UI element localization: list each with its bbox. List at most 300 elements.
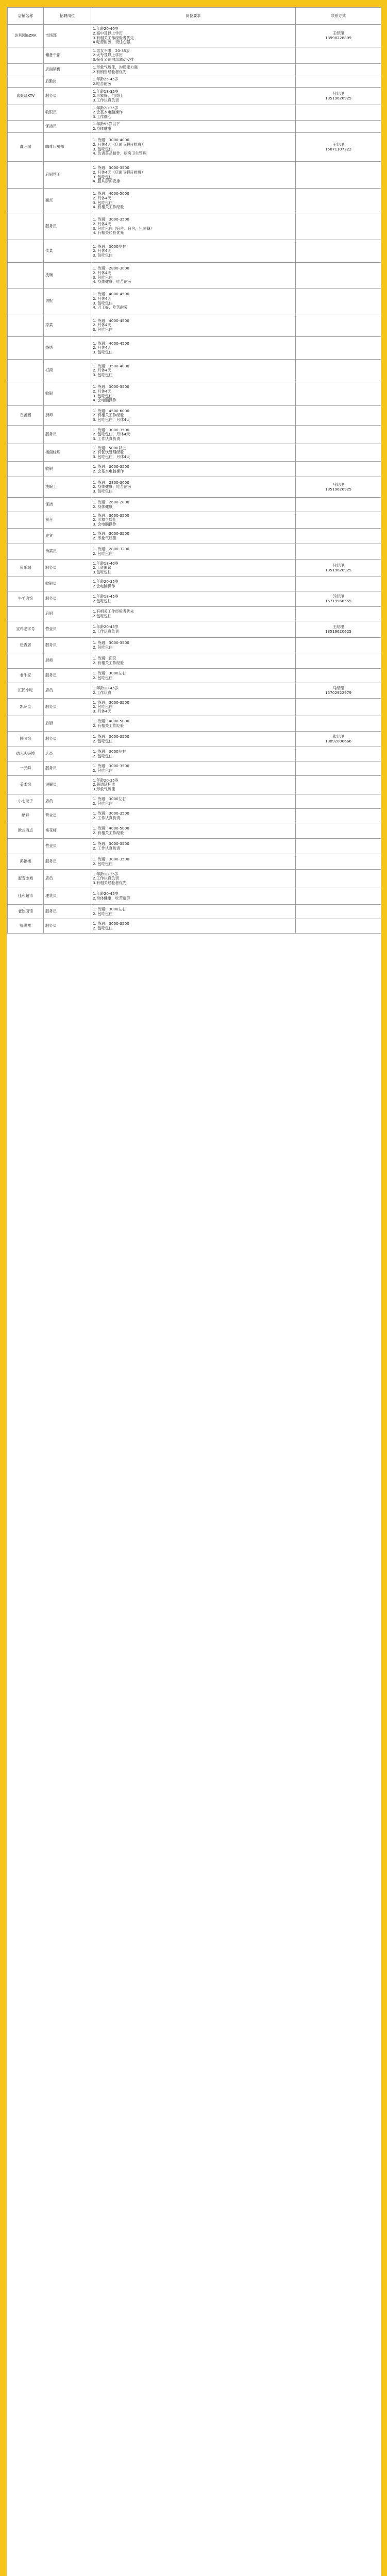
store-name-cell	[8, 360, 44, 382]
table-row	[8, 462, 381, 477]
table-row	[8, 64, 381, 76]
table-row	[8, 133, 381, 162]
requirements-cell	[91, 854, 296, 870]
store-name-cell	[8, 653, 44, 669]
position-cell: 营业员	[44, 809, 91, 823]
store-name-cell: 喜聚@KTV	[8, 88, 44, 105]
requirements-cell	[91, 823, 296, 839]
requirements-cell	[91, 133, 296, 162]
store-name-cell	[8, 240, 44, 263]
requirements-cell	[91, 591, 296, 607]
contact-phone: 13519626925	[325, 486, 352, 492]
store-name-cell: 烩香居	[8, 638, 44, 653]
requirement-line: 1.年龄55岁以下	[93, 121, 120, 126]
store-name-cell: 百鑫圆	[8, 406, 44, 426]
requirements-cell	[91, 621, 296, 638]
store-name-cell: 达利园&ZRA	[8, 25, 44, 47]
requirement-line: 2.工作认真负责	[93, 876, 119, 881]
table-row	[8, 213, 381, 240]
store-name-cell	[8, 444, 44, 462]
requirements-cell	[91, 88, 296, 105]
requirement-line: 1. 待遇：3000-3500	[93, 427, 129, 432]
requirement-line: 2. 包吃包住	[93, 801, 113, 806]
requirements-cell	[91, 426, 296, 444]
store-name-cell	[8, 498, 44, 512]
store-name-cell	[8, 839, 44, 854]
position-cell: 面点	[44, 189, 91, 213]
requirement-line: 1. 待遇：3000左右	[93, 749, 126, 754]
requirements-cell	[91, 512, 296, 529]
requirements-cell	[91, 76, 296, 88]
store-name-cell: 福满楼	[8, 919, 44, 934]
contact-cell	[296, 761, 381, 776]
requirement-line: 3. 包吃包住	[93, 200, 113, 205]
requirements-cell	[91, 64, 296, 76]
requirement-line: 2. 月休4天	[93, 195, 111, 200]
position-cell: 凉菜	[44, 314, 91, 337]
requirement-line: 2. 包吃包住	[93, 861, 113, 866]
requirement-line: 3. 包吃包住，月休4天	[93, 454, 130, 459]
store-name-cell	[8, 577, 44, 591]
requirement-line: 1. 待遇：2800-3000	[93, 480, 129, 485]
position-cell: 楼面经理	[44, 444, 91, 462]
position-cell: 收银员	[44, 577, 91, 591]
requirement-line: 1. 待遇：4000-4500	[93, 341, 129, 346]
store-name-cell	[8, 716, 44, 732]
table-row	[8, 669, 381, 683]
requirements-cell	[91, 121, 296, 133]
requirement-line: 2. 月休4天	[93, 368, 111, 373]
contact-cell	[296, 919, 381, 934]
position-cell: 营业员	[44, 839, 91, 854]
requirement-line: 4. 有相关经验优先	[93, 230, 124, 235]
store-name-cell: 牛羊肉馆	[8, 591, 44, 607]
requirements-cell	[91, 809, 296, 823]
table-row	[8, 621, 381, 638]
contact-cell	[296, 560, 381, 577]
requirement-line: 1. 待遇：3000-3500	[93, 384, 129, 389]
position-cell: 服务员	[44, 213, 91, 240]
store-name-cell: 老陕面馆	[8, 905, 44, 919]
table-row	[8, 162, 381, 189]
requirements-cell	[91, 794, 296, 809]
contact-cell	[296, 512, 381, 529]
table-row	[8, 406, 381, 426]
requirement-line: 1.年龄25-45岁	[93, 76, 119, 81]
store-name-cell: 汇民小吃	[8, 683, 44, 699]
requirement-line: 1.年龄18-45岁	[93, 685, 119, 690]
contact-cell	[296, 213, 381, 240]
position-cell: 后勤岗	[44, 76, 91, 88]
position-cell: 打荷	[44, 360, 91, 382]
store-name-cell: 鑫旺园	[8, 133, 44, 162]
requirement-line: 2. 包吃包住	[93, 551, 113, 556]
position-cell: 服务员	[44, 88, 91, 105]
position-cell: 收银	[44, 462, 91, 477]
requirements-cell	[91, 314, 296, 337]
requirement-line: 1. 待遇：3000-3500	[93, 763, 129, 768]
position-cell: 后厨	[44, 716, 91, 732]
requirements-cell	[91, 47, 296, 64]
contact-cell	[296, 809, 381, 823]
contact-person: 马经理	[332, 482, 344, 487]
table-row	[8, 870, 381, 888]
table-row	[8, 512, 381, 529]
contact-person: 吕经理	[332, 563, 344, 568]
requirement-line: 4. 刀工好，吃苦耐劳	[93, 305, 128, 310]
requirement-line: 1.年龄18-40岁	[93, 561, 119, 566]
contact-phone: 13519620625	[325, 629, 352, 634]
contact-cell	[296, 669, 381, 683]
table-row	[8, 560, 381, 577]
contact-phone: 13892006666	[325, 738, 352, 743]
requirements-cell	[91, 240, 296, 263]
table-row	[8, 577, 381, 591]
position-cell: 服务员	[44, 699, 91, 716]
table-row	[8, 25, 381, 47]
store-name-cell	[8, 314, 44, 337]
requirement-line: 1.年龄20-45岁	[93, 891, 119, 896]
requirement-line: 2.形象好，气质佳	[93, 93, 123, 98]
contact-cell	[296, 426, 381, 444]
table-row	[8, 76, 381, 88]
requirement-line: 2. 工作认真负责	[93, 845, 121, 851]
requirement-line: 1.男女不限，20-35岁	[93, 48, 130, 53]
store-name-cell: 老牛家	[8, 669, 44, 683]
requirements-cell	[91, 337, 296, 360]
table-row	[8, 121, 381, 133]
contact-cell	[296, 240, 381, 263]
position-cell: 传菜	[44, 240, 91, 263]
requirement-line: 1. 待遇：3000-3500	[93, 810, 129, 816]
position-cell: 店员	[44, 794, 91, 809]
contact-phone: 15719966555	[325, 598, 352, 603]
requirement-line: 2. 形象气质佳	[93, 535, 116, 540]
table-row	[8, 732, 381, 747]
requirements-cell	[91, 162, 296, 189]
table-row	[8, 794, 381, 809]
requirement-line: 2. 月休4天	[93, 296, 111, 301]
requirements-cell	[91, 839, 296, 854]
store-name-cell	[8, 76, 44, 88]
requirements-cell	[91, 776, 296, 794]
requirements-cell	[91, 716, 296, 732]
position-cell: 保洁	[44, 498, 91, 512]
contact-cell	[296, 162, 381, 189]
requirements-cell	[91, 105, 296, 121]
position-cell: 服务员	[44, 638, 91, 653]
requirement-line: 2. 月休4天（店面节假日排班）	[93, 170, 145, 175]
requirement-line: 3. 包吃包住	[93, 349, 113, 354]
requirement-line: 1. 待遇：3000左右	[93, 906, 126, 911]
requirement-line: 1.年龄18-45岁	[93, 594, 119, 599]
contact-person: 张经理	[332, 734, 344, 739]
requirements-cell	[91, 544, 296, 560]
requirement-line: 3.包吃包住	[93, 569, 112, 574]
requirement-line: 1.年龄20-35岁	[93, 105, 119, 110]
requirement-line: 1.年龄20-35岁	[93, 777, 119, 783]
requirement-line: 3. 包吃包住	[93, 300, 113, 306]
column-header-store: 店铺名称	[8, 8, 44, 25]
contact-person: 王经理	[332, 30, 344, 36]
requirement-line: 1.年龄20-35岁	[93, 579, 119, 584]
contact-cell	[296, 607, 381, 621]
requirements-cell	[91, 607, 296, 621]
requirement-line: 1. 待遇：面议	[93, 655, 116, 660]
position-cell: 服务员	[44, 905, 91, 919]
requirements-cell	[91, 560, 296, 577]
job-table	[7, 7, 381, 934]
position-cell: 服务员	[44, 919, 91, 934]
table-row	[8, 88, 381, 105]
requirement-line: 2.包吃包住	[93, 613, 112, 618]
requirement-line: 3. 包吃包住	[93, 275, 113, 280]
contact-person: 王经理	[332, 624, 344, 629]
requirements-cell	[91, 905, 296, 919]
requirements-cell	[91, 289, 296, 314]
requirement-line: 3. 包吃包住（宿舍：宿舍，包两餐）	[93, 226, 154, 231]
position-cell: 服务员	[44, 761, 91, 776]
position-cell: 服务员	[44, 854, 91, 870]
contact-cell	[296, 444, 381, 462]
requirement-line: 3.形象气质佳	[93, 786, 115, 791]
contact-phone: 15871107222	[325, 146, 352, 151]
table-row	[8, 105, 381, 121]
store-name-cell	[8, 263, 44, 289]
requirement-line: 1. 待遇：3000-3500	[93, 513, 129, 518]
requirement-line: 1. 待遇：3000左右	[93, 796, 126, 801]
contact-cell	[296, 544, 381, 560]
contact-cell	[296, 105, 381, 121]
contact-cell	[296, 854, 381, 870]
requirement-line: 2. 会基本电脑操作	[93, 468, 124, 473]
requirement-line: 1. 待遇：3000-4000	[93, 138, 129, 143]
table-row	[8, 544, 381, 560]
position-cell: 市场部	[44, 25, 91, 47]
table-row	[8, 809, 381, 823]
contact-cell	[296, 337, 381, 360]
column-header-position: 招聘岗位	[44, 8, 91, 25]
column-header-contact: 联系方式	[296, 8, 381, 25]
store-name-cell: 陕味馆	[8, 732, 44, 747]
table-row	[8, 638, 381, 653]
requirements-cell	[91, 189, 296, 213]
contact-cell	[296, 263, 381, 289]
table-row	[8, 263, 381, 289]
store-name-cell	[8, 64, 44, 76]
store-name-cell	[8, 512, 44, 529]
requirement-line: 1. 待遇：3000-3500	[93, 700, 129, 705]
requirement-line: 1.年龄20-40岁	[93, 26, 119, 31]
position-cell: 洗碗工	[44, 477, 91, 498]
table-row	[8, 337, 381, 360]
requirement-line: 1. 待遇：3000-3500	[93, 531, 129, 536]
requirement-line: 1. 待遇：3000左右	[93, 670, 126, 675]
requirement-line: 2.工资面议	[93, 565, 112, 570]
table-row	[8, 477, 381, 498]
contact-cell	[296, 839, 381, 854]
contact-cell	[296, 699, 381, 716]
requirement-line: 1.形象气质佳，沟通能力强	[93, 64, 138, 70]
requirement-line: 2.包吃包住	[93, 598, 112, 603]
contact-cell	[296, 88, 381, 105]
requirement-line: 1. 待遇：4000-5000	[93, 825, 129, 831]
job-rows	[8, 25, 381, 934]
table-row	[8, 444, 381, 462]
requirements-cell	[91, 669, 296, 683]
table-row	[8, 47, 381, 64]
table-row	[8, 426, 381, 444]
requirement-line: 2.工作认真	[93, 690, 112, 695]
table-row	[8, 776, 381, 794]
requirement-line: 1. 待遇：2600-2800	[93, 499, 129, 504]
position-cell: 厨师	[44, 653, 91, 669]
requirements-cell	[91, 683, 296, 699]
position-cell: 服务员	[44, 560, 91, 577]
requirements-cell	[91, 747, 296, 761]
requirements-cell	[91, 919, 296, 934]
position-cell: 传菜员	[44, 544, 91, 560]
requirement-line: 2.大专及以上学历	[93, 53, 123, 58]
table-row	[8, 699, 381, 716]
table-row	[8, 360, 381, 382]
requirement-line: 1. 待遇：3500-4000	[93, 363, 129, 368]
requirement-line: 2. 有餐饮管理经验	[93, 450, 124, 455]
position-cell: 裱花师	[44, 823, 91, 839]
store-name-cell	[8, 607, 44, 621]
table-row	[8, 716, 381, 732]
requirements-cell	[91, 360, 296, 382]
requirement-line: 3. 包吃包住	[93, 174, 113, 179]
contact-cell	[296, 314, 381, 337]
requirements-cell	[91, 462, 296, 477]
requirement-line: 1. 待遇：4000-5000	[93, 191, 129, 196]
contact-cell	[296, 529, 381, 544]
requirement-line: 2.会电脑操作	[93, 583, 115, 588]
contact-person: 马经理	[332, 685, 344, 690]
requirement-line: 3. 月休4天	[93, 708, 111, 714]
requirements-cell	[91, 406, 296, 426]
requirements-cell	[91, 699, 296, 716]
requirement-line: 3. 包吃包住	[93, 393, 113, 398]
store-name-cell: 欧式西点	[8, 823, 44, 839]
store-name-cell: 宝鸡老字号	[8, 621, 44, 638]
requirement-line: 2. 包吃包住	[93, 753, 113, 758]
requirement-line: 3. 包吃包住	[93, 372, 113, 377]
requirement-line: 1. 待遇：3000-3500	[93, 734, 129, 739]
position-cell: 店员	[44, 683, 91, 699]
table-row	[8, 905, 381, 919]
position-cell: 理货员	[44, 888, 91, 905]
table-row	[8, 240, 381, 263]
requirement-line: 3. 包吃包住	[93, 252, 113, 258]
position-cell: 迎宾	[44, 529, 91, 544]
position-cell: 收银	[44, 382, 91, 406]
contact-cell	[296, 638, 381, 653]
store-name-cell	[8, 477, 44, 498]
requirement-line: 1. 待遇：2800-3000	[93, 266, 129, 271]
table-row	[8, 919, 381, 934]
requirement-line: 2. 月休4天	[93, 270, 111, 275]
position-cell: 收银员	[44, 105, 91, 121]
requirement-line: 4. 有相关工作经验	[93, 205, 124, 210]
requirement-line: 2. 月休4天	[93, 388, 111, 394]
requirement-line: 2. 月休4天	[93, 221, 111, 226]
contact-cell	[296, 47, 381, 64]
table-row	[8, 607, 381, 621]
contact-cell	[296, 591, 381, 607]
requirement-line: 1. 待遇：4000-4500	[93, 292, 129, 297]
contact-cell	[296, 621, 381, 638]
requirement-line: 3. 会电脑操作	[93, 521, 116, 527]
requirements-cell	[91, 25, 296, 47]
contact-cell	[296, 870, 381, 888]
position-cell: 服务员	[44, 732, 91, 747]
contact-cell	[296, 121, 381, 133]
table-row	[8, 289, 381, 314]
position-cell: 店员	[44, 747, 91, 761]
requirement-line: 1. 待遇：3000-3500	[93, 165, 129, 171]
store-name-cell	[8, 426, 44, 444]
store-name-cell: 酷鲜	[8, 809, 44, 823]
table-row	[8, 529, 381, 544]
requirement-line: 1. 待遇：4000-4500	[93, 318, 129, 323]
table-row	[8, 888, 381, 905]
position-cell: 咖啡厅厨师	[44, 133, 91, 162]
table-row	[8, 683, 381, 699]
requirement-line: 4. 身体健康，吃苦耐劳	[93, 279, 131, 284]
requirement-line: 3. 包吃包住	[93, 327, 113, 332]
contact-cell	[296, 653, 381, 669]
contact-phone: 13519626925	[325, 567, 352, 572]
requirement-line: 2. 包吃包住	[93, 645, 113, 650]
requirement-line: 3.工作认真负责	[93, 97, 119, 103]
requirement-line: 4. 服从厨师安排	[93, 179, 121, 184]
position-cell: 储备干部	[44, 47, 91, 64]
contact-cell	[296, 683, 381, 699]
store-name-cell: 一品鲜	[8, 761, 44, 776]
store-name-cell: 佳和超市	[8, 888, 44, 905]
requirement-line: 2.工作认真负责	[93, 629, 119, 634]
table-row	[8, 823, 381, 839]
requirement-line: 1. 待遇：3000-3500	[93, 464, 129, 469]
requirement-line: 2.身体健康，吃苦耐劳	[93, 895, 130, 901]
column-header-requirements: 岗位要求	[91, 8, 296, 25]
requirement-line: 1. 待遇：3000-3500	[93, 640, 129, 645]
requirement-line: 2. 包吃包住	[93, 911, 113, 916]
contact-person: 吕经理	[332, 91, 344, 96]
requirement-line: 1.年龄20-45岁	[93, 624, 119, 629]
requirement-line: 2. 有相关工作经验	[93, 413, 124, 418]
table-row	[8, 653, 381, 669]
requirements-cell	[91, 213, 296, 240]
contact-cell	[296, 133, 381, 162]
requirement-line: 2. 包吃包住	[93, 768, 113, 773]
requirement-line: 2.身体健康	[93, 126, 112, 131]
requirement-line: 4. 会电脑操作	[93, 398, 116, 403]
table-row	[8, 591, 381, 607]
requirement-line: 1. 待遇：3000-3500	[93, 217, 129, 222]
requirement-line: 2.吃苦耐劳	[93, 81, 112, 86]
requirement-line: 1. 待遇：5000以上	[93, 445, 126, 450]
requirement-line: 4. 负责菜品制作，厨房卫生管理	[93, 151, 147, 156]
requirement-line: 4.吃苦耐劳，责任心强	[93, 40, 130, 45]
contact-cell	[296, 577, 381, 591]
contact-phone: 13519626925	[325, 95, 352, 100]
requirement-line: 3. 包吃包住	[93, 488, 113, 494]
contact-cell	[296, 189, 381, 213]
requirements-cell	[91, 638, 296, 653]
